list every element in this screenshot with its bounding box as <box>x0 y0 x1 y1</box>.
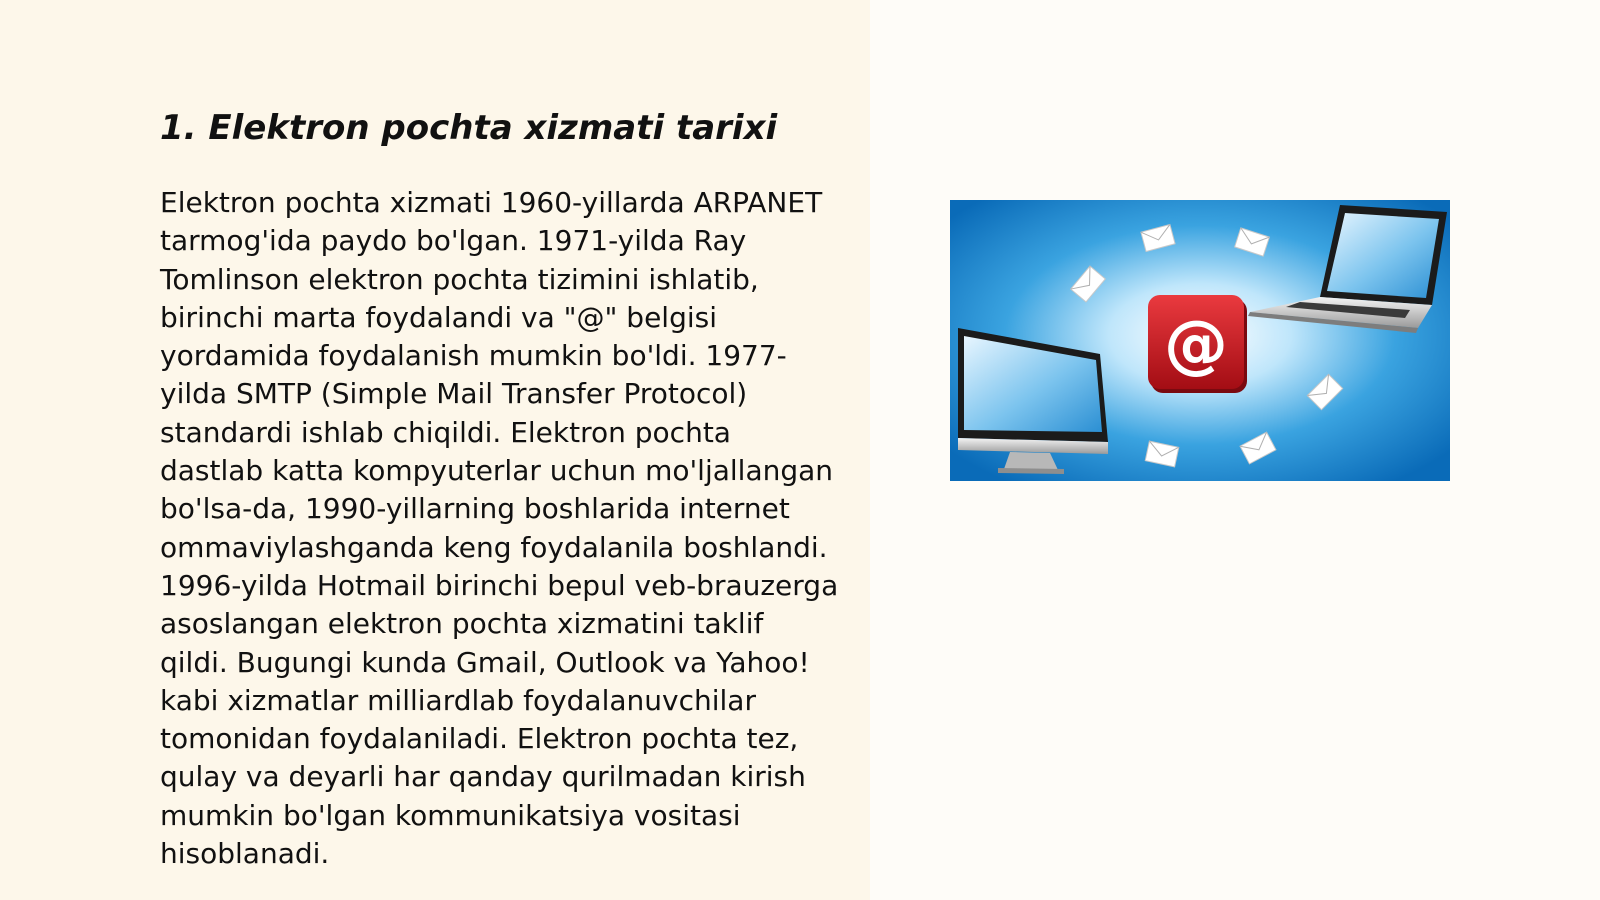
email-illustration <box>950 200 1450 481</box>
at-sign-icon <box>1148 295 1247 393</box>
slide-title: 1. Elektron pochta xizmati tarixi <box>160 108 778 148</box>
slide-body-text: Elektron pochta xizmati 1960-yillarda ARPANET tarmog'ida paydo bo'lgan. 1971-yilda Ray Tomlinson elektron pochta tizimini ishlatib, birinchi marta foydalandi va "@" belgisi yordamida foydalanish mumkin bo'ldi. 1977-yilda SMTP (Simple Mail Transfer Protocol) standardi ishlab chiqildi. Elektron pochta dastlab katta kompyuterlar uchun mo'ljallangan bo'lsa-da, 1990-yillarning boshlarida internet ommaviylashganda keng foydalanila boshlandi. 1996-yilda Hotmail birinchi bepul veb-brauzerga asoslangan elektron pochta xizmatini taklif qildi. Bugungi kunda Gmail, Outlook va Yahoo! kabi xizmatlar milliardlab foydalanuvchilar tomonidan foydalaniladi. Elektron pochta tez, qulay va deyarli har qanday qurilmadan kirish mumkin bo'lgan kommunikatsiya vositasi hisoblanadi. <box>160 186 839 871</box>
svg-text:@: @ <box>1164 308 1228 382</box>
